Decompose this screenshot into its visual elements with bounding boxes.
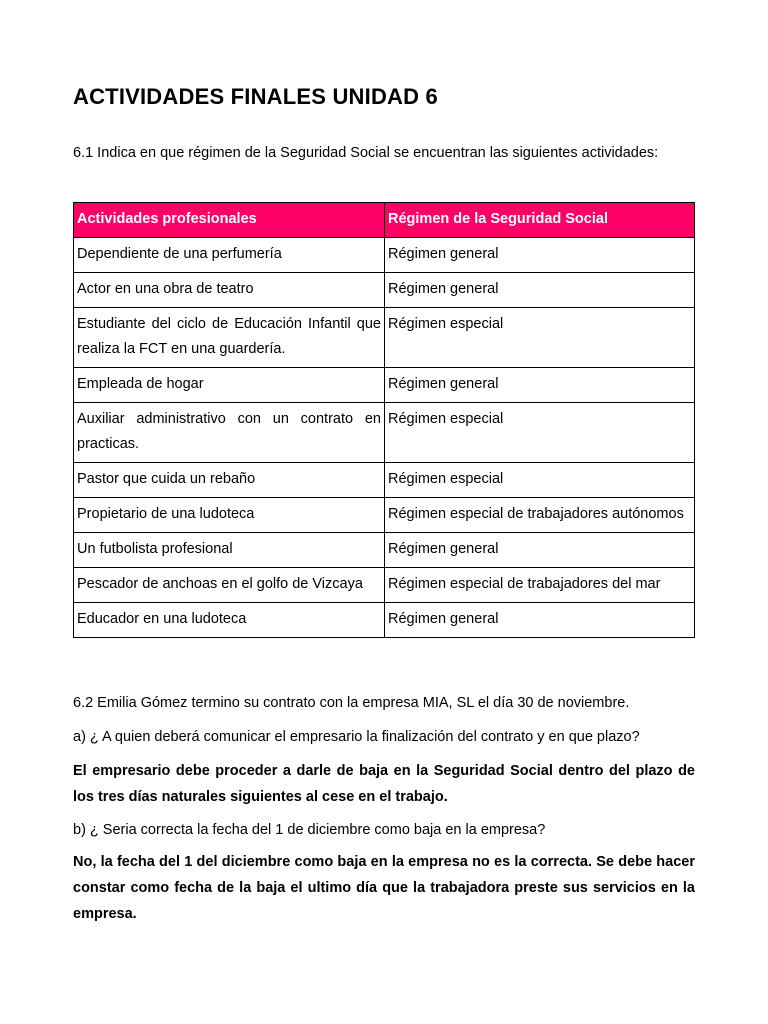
table-header-row xyxy=(74,203,695,238)
cell-actividad: Estudiante del ciclo de Educación Infantil que realiza la FCT en una guardería. xyxy=(74,308,385,368)
cell-actividad: Propietario de una ludoteca xyxy=(74,498,385,533)
cell-actividad: Un futbolista profesional xyxy=(74,533,385,568)
answer-b: No, la fecha del 1 del diciembre como baja en la empresa no es la correcta. Se debe hacer constar como fecha de la baja el ultimo día que la trabajadora preste sus servicios en la empresa. xyxy=(73,854,695,922)
table-row xyxy=(74,603,695,638)
question-b: b) ¿ Seria correcta la fecha del 1 de diciembre como baja en la empresa? xyxy=(73,822,546,838)
table-row xyxy=(74,533,695,568)
cell-actividad: Pastor que cuida un rebaño xyxy=(74,463,385,498)
cell-actividad: Auxiliar administrativo con un contrato en practicas. xyxy=(74,403,385,463)
table-row xyxy=(74,308,695,368)
cell-regimen: Régimen general xyxy=(385,273,695,308)
cell-actividad: Pescador de anchoas en el golfo de Vizcaya xyxy=(74,568,385,603)
question-6-2-intro: 6.2 Emilia Gómez termino su contrato con la empresa MIA, SL el día 30 de noviembre. xyxy=(73,695,630,711)
table-row xyxy=(74,403,695,463)
header-regimen: Régimen de la Seguridad Social xyxy=(385,203,695,238)
cell-regimen: Régimen especial de trabajadores del mar xyxy=(385,568,695,603)
table-row xyxy=(74,463,695,498)
regimen-table xyxy=(73,202,695,638)
table-row xyxy=(74,368,695,403)
question-a: a) ¿ A quien deberá comunicar el empresario la finalización del contrato y en que plazo? xyxy=(73,729,640,745)
table-row xyxy=(74,238,695,273)
cell-actividad: Actor en una obra de teatro xyxy=(74,273,385,308)
answer-a: El empresario debe proceder a darle de baja en la Seguridad Social dentro del plazo de los tres días naturales siguientes al cese en el trabajo. xyxy=(73,763,695,805)
cell-regimen: Régimen especial de trabajadores autónomos xyxy=(385,498,695,533)
question-6-1: 6.1 Indica en que régimen de la Seguridad Social se encuentran las siguientes actividades: xyxy=(73,145,659,161)
page-title: ACTIVIDADES FINALES UNIDAD 6 xyxy=(73,84,438,109)
cell-actividad: Educador en una ludoteca xyxy=(74,603,385,638)
table-row xyxy=(74,568,695,603)
cell-actividad: Empleada de hogar xyxy=(74,368,385,403)
cell-regimen: Régimen especial xyxy=(385,463,695,498)
cell-regimen: Régimen especial xyxy=(385,403,695,463)
cell-regimen: Régimen general xyxy=(385,603,695,638)
table-row xyxy=(74,273,695,308)
cell-regimen: Régimen general xyxy=(385,533,695,568)
cell-regimen: Régimen general xyxy=(385,368,695,403)
table-row xyxy=(74,498,695,533)
cell-regimen: Régimen general xyxy=(385,238,695,273)
header-actividades: Actividades profesionales xyxy=(74,203,385,238)
cell-regimen: Régimen especial xyxy=(385,308,695,368)
cell-actividad: Dependiente de una perfumería xyxy=(74,238,385,273)
